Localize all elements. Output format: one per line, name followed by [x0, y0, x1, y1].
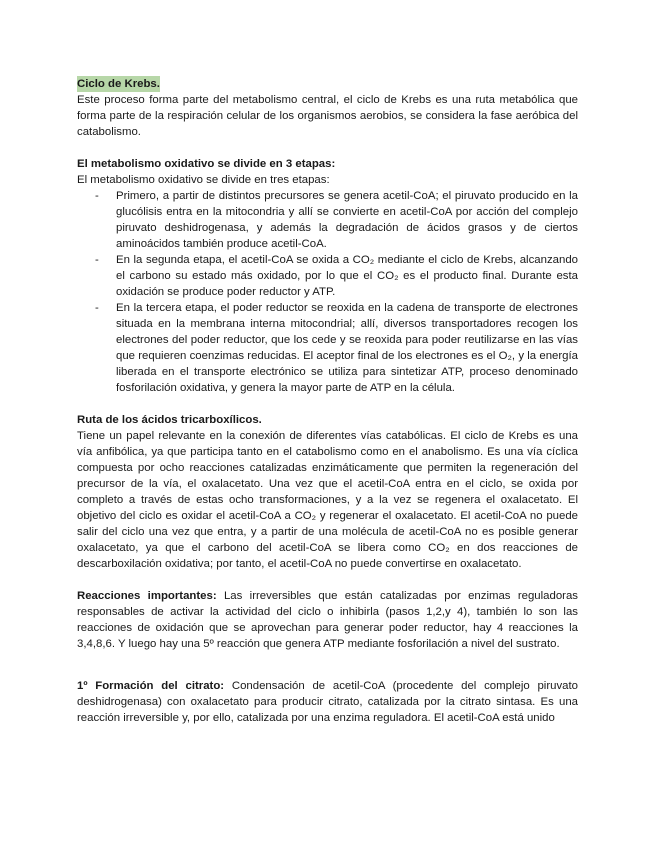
- intro-paragraph: Este proceso forma parte del metabolismo central, el ciclo de Krebs es una ruta metabólica que forma parte de la respiración celular de los organismos aerobios, se considera la fase aeróbica del catabolismo.: [77, 94, 578, 138]
- spacer: [77, 572, 578, 588]
- spacer: [77, 140, 578, 156]
- list-item: [77, 300, 578, 396]
- section3-paragraph: [77, 588, 578, 652]
- stages-list: [77, 188, 578, 396]
- list-item-text: En la segunda etapa, el acetil-CoA se oxida a CO₂ mediante el ciclo de Krebs, alcanzando el carbono su estado más oxidado, por lo que el CO₂ es el producto final. Durante esta oxidación se produce poder reductor y ATP.: [116, 254, 578, 298]
- list-item-text: Primero, a partir de distintos precursores se genera acetil-CoA; el piruvato producido en la glucólisis entra en la mitocondria y allí se convierte en acetil-CoA por acción del complejo piruvato deshidrogenasa, y además la degradación de ácidos grasos y de ciertos aminoácidos también produce acetil-CoA.: [116, 190, 578, 250]
- list-item: [77, 188, 578, 252]
- section3-label: Reacciones importantes:: [77, 590, 217, 602]
- list-item: [77, 252, 578, 300]
- section2-heading: Ruta de los ácidos tricarboxílicos.: [77, 414, 262, 426]
- bullet-dash: -: [95, 254, 99, 266]
- bullet-dash: -: [95, 190, 99, 202]
- list-item-text: En la tercera etapa, el poder reductor se reoxida en la cadena de transporte de electrones situada en la membrana interna mitocondrial; allí, diversos transportadores recogen los electrones del poder reductor, que los cede y se reoxida para poder reutilizarse en las vías que requieren coenzimas reducidas. El aceptor final de los electrones es el O₂, y la energía liberada en el transporte electrónico se utiliza para sintetizar ATP, proceso denominado fosforilación oxidativa, y genera la mayor parte de ATP en la célula.: [116, 302, 578, 394]
- section1-lead: El metabolismo oxidativo se divide en tres etapas:: [77, 174, 330, 186]
- bullet-dash: -: [95, 302, 99, 314]
- section4-paragraph: [77, 678, 578, 726]
- document-title: Ciclo de Krebs.: [77, 78, 160, 90]
- section2-body: Tiene un papel relevante en la conexión de diferentes vías catabólicas. El ciclo de Krebs es una vía anfibólica, ya que participa tanto en el catabolismo como en el anabolismo. Es una vía cíclica compuesta por ocho reacciones catalizadas enzimáticamente que permiten la regeneración del precursor de la vía, el oxalacetato. Una vez que el acetil-CoA entra en el ciclo, se oxida por completo a través de estas ocho transformaciones, y a la vez se regenera el oxalacetato. El objetivo del ciclo es oxidar el acetil-CoA a CO₂ y regenerar el oxalacetato. El acetil-CoA no puede salir del ciclo una vez que entra, y a partir de una molécula de acetil-CoA no es posible generar oxalacetato, ya que el carbono del acetil-CoA se libera como CO₂ en dos reacciones de descarboxilación oxidativa; por tanto, el acetil-CoA no puede convertirse en oxalacetato.: [77, 430, 578, 570]
- section3-body: Las irreversibles que están catalizadas por enzimas reguladoras responsables de activar la actividad del ciclo o inhibirla (pasos 1,2,y 4), también lo son las reacciones de oxidación que se aprovechan para generar poder reductor, hay 4 reacciones la 3,4,8,6. Y luego hay una 5º reacción que genera ATP mediante fosforilación a nivel del sustrato.: [77, 590, 578, 650]
- section1-heading: El metabolismo oxidativo se divide en 3 etapas:: [77, 158, 336, 170]
- section4-label: 1º Formación del citrato:: [77, 680, 225, 692]
- spacer: [77, 396, 578, 412]
- document-page: [77, 76, 578, 726]
- spacer: [77, 652, 578, 678]
- section4-body: Condensación de acetil-CoA (procedente del complejo piruvato deshidrogenasa) con oxalacetato para producir citrato, catalizada por la citrato sintasa. Es una reacción irreversible y, por ello, catalizada por una enzima reguladora. El acetil-CoA está unido: [77, 680, 578, 724]
